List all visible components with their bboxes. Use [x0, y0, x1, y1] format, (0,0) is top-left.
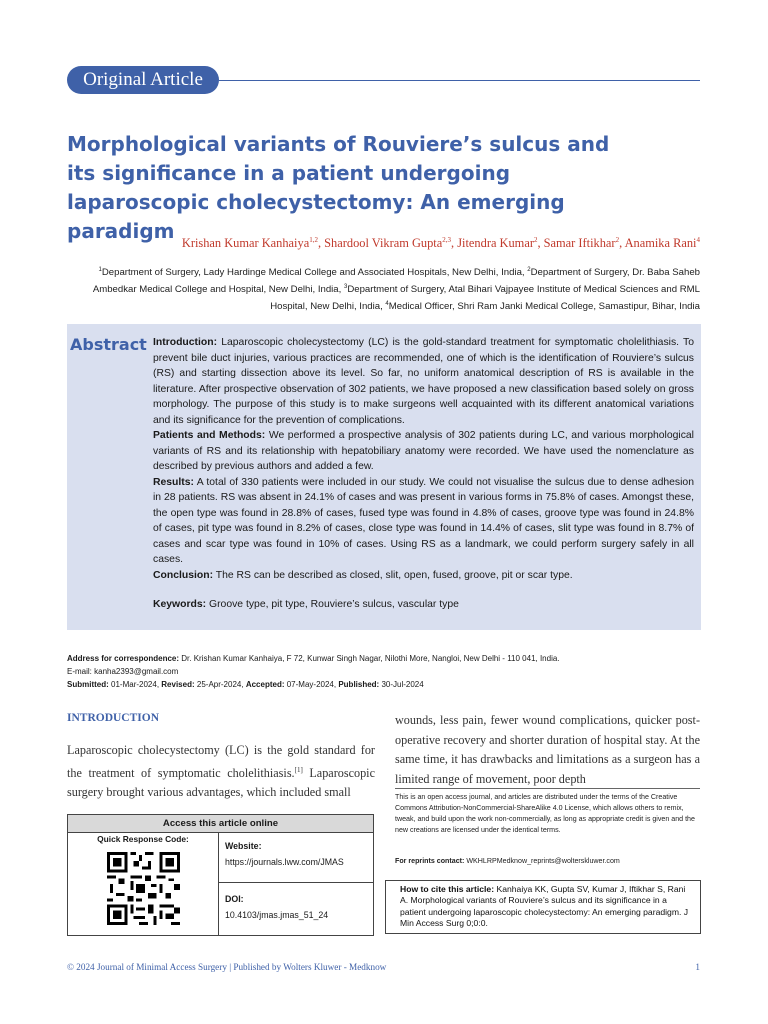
- reprints-contact: For reprints contact: WKHLRPMedknow_reprints@wolterskluwer.com: [395, 857, 620, 865]
- access-article-box: [67, 814, 374, 936]
- author-list: Krishan Kumar Kanhaiya$^{1,2}$, Shardool Vikram Gupta$^{2,3}$, Jitendra Kumar$^2$, Samar Iftikhar$^2$, Anamika Rani$^4$: [181, 236, 700, 251]
- how-to-cite-box: How to cite this article: Kanhaiya KK, Gupta SV, Kumar J, Iftikhar S, Rani A. Morphological variants of Rouviere’s sulcus and its significance in a patient undergoing laparoscopic cholecystectomy: An emerging paradigm. J Min Access Surg 0;0:0.: [385, 880, 701, 934]
- abstract-results: Results: A total of 330 patients were included in our study. We could not visualise the sulcus due to dense adhesion in 28 patients. RS was absent in 24.1% of cases and was present in various forms in 75.8% of cases. Amongst these, the open type was found in 28.8% of cases, fused type was found in 4.8% of cases, groove type was found in 24.8% of cases, pit type was found in 8.2% of cases, close type was found in 14.4% of cases, slit type was found in 8.7% of cases and scar type was found in 10% of cases. Using RS as a landmark, we could perform surgery safely in all cases.: [153, 476, 694, 565]
- access-divider: [219, 882, 373, 883]
- abstract-keywords: Keywords: Groove type, pit type, Rouviere’s sulcus, vascular type: [153, 599, 459, 610]
- access-info-panel: [219, 832, 373, 935]
- correspondence-block: Address for correspondence: Dr. Krishan Kumar Kanhaiya, F 72, Kunwar Singh Nagar, Nilothi More, Nangloi, New Delhi - 110 041, India. E-mail: kanha2393@gmail.com Submitted: 01-Mar-2024, Revised: 25-Apr-2024, Accepted: 07-May-2024, Published: 30-Jul-2024: [67, 654, 560, 689]
- reference-link[interactable]: [1]: [294, 765, 303, 774]
- page-number: 1: [695, 962, 700, 972]
- introduction-text-left: Laparoscopic cholecystectomy (LC) is the gold standard for the treatment of symptomatic cholelithiasis.[1] Laparoscopic surgery brought various advantages, which included small: [67, 743, 375, 800]
- author: Shardool Vikram Gupta: [324, 236, 443, 251]
- abstract-introduction: Introduction: Laparoscopic cholecystectomy (LC) is the gold-standard treatment for symptomatic cholelithiasis. To prevent bile duct injuries, various practices are recommended, one of which is the identification of Rouviere’s sulcus (RS) and starting dissection above its level. So far, no uniform anatomical description of RS is available in the literature. After prospective observation of 302 patients, we have proposed a new classification based solely on gross morphology. The purpose of this study is to make surgeons well acquainted with its different anatomical variations and its significance for the prevention of complications.: [153, 337, 694, 426]
- license-text: This is an open access journal, and articles are distributed under the terms of the Creative Commons Attribution-NonCommercial-ShareAlike 4.0 License, which allows others to remix, tweak, and build upon the work non-commercially, as long as appropriate credit is given and the new creations are licensed under the identical terms.: [395, 793, 695, 834]
- header-rule: [219, 80, 700, 81]
- doi-link[interactable]: 10.4103/jmas.jmas_51_24: [225, 910, 329, 920]
- author: Jitendra Kumar: [457, 236, 534, 251]
- author: Anamika Rani: [624, 236, 697, 251]
- abstract-body: [153, 335, 694, 613]
- qr-code-icon[interactable]: [107, 852, 180, 925]
- license-rule: [395, 788, 700, 789]
- access-box-heading: Access this article online: [68, 815, 373, 833]
- abstract-conclusion: Conclusion: The RS can be described as closed, slit, open, fused, groove, pit or scar type.: [153, 569, 573, 581]
- introduction-text-right: wounds, less pain, fewer wound complications, quicker post-operative recovery and shorter duration of hospital stay. At the same time, it has drawbacks and limitations as a surgeon has a limited range of movement, poor depth: [395, 713, 700, 786]
- page-footer: [67, 962, 700, 972]
- article-title: Morphological variants of Rouviere’s sulcus and its significance in a patient undergoing laparoscopic cholecystectomy: An emerging paradigm: [67, 132, 610, 243]
- website-link[interactable]: https://journals.lww.com/JMAS: [225, 857, 344, 867]
- doi-label: DOI:: [225, 894, 244, 904]
- abstract-methods: Patients and Methods: We performed a prospective analysis of 302 patients during LC, and various morphological variants of RS and its relationship with hepatobiliary anatomy were recorded. We have used the nomenclature as described by previous authors and added a few.: [153, 430, 694, 472]
- article-type-badge: Original Article: [67, 66, 219, 94]
- website-label: Website:: [225, 841, 262, 851]
- qr-label: Quick Response Code:: [97, 834, 189, 844]
- qr-panel: [68, 832, 219, 935]
- footer-text: © 2024 Journal of Minimal Access Surgery | Published by Wolters Kluwer - Medknow: [67, 962, 387, 972]
- email-link[interactable]: kanha2393@gmail.com: [94, 667, 179, 676]
- author: Krishan Kumar Kanhaiya: [181, 236, 310, 251]
- introduction-heading: INTRODUCTION: [67, 712, 160, 724]
- affiliations: $^1$Department of Surgery, Lady Hardinge Medical College and Associated Hospitals, New Delhi, India, $^2$Department of Surgery, Dr. Baba Saheb Ambedkar Medical College and Hospital, New Delhi, India, $^3$Department of Surgery, Atal Bihari Vajpayee Institute of Medical Sciences and RML Hospital, New Delhi, India, $^4$Medical Officer, Shri Ram Janki Medical College, Samastipur, Bihar, India: [92, 267, 700, 313]
- abstract-heading: Abstract: [70, 335, 147, 354]
- author: Samar Iftikhar: [543, 236, 616, 251]
